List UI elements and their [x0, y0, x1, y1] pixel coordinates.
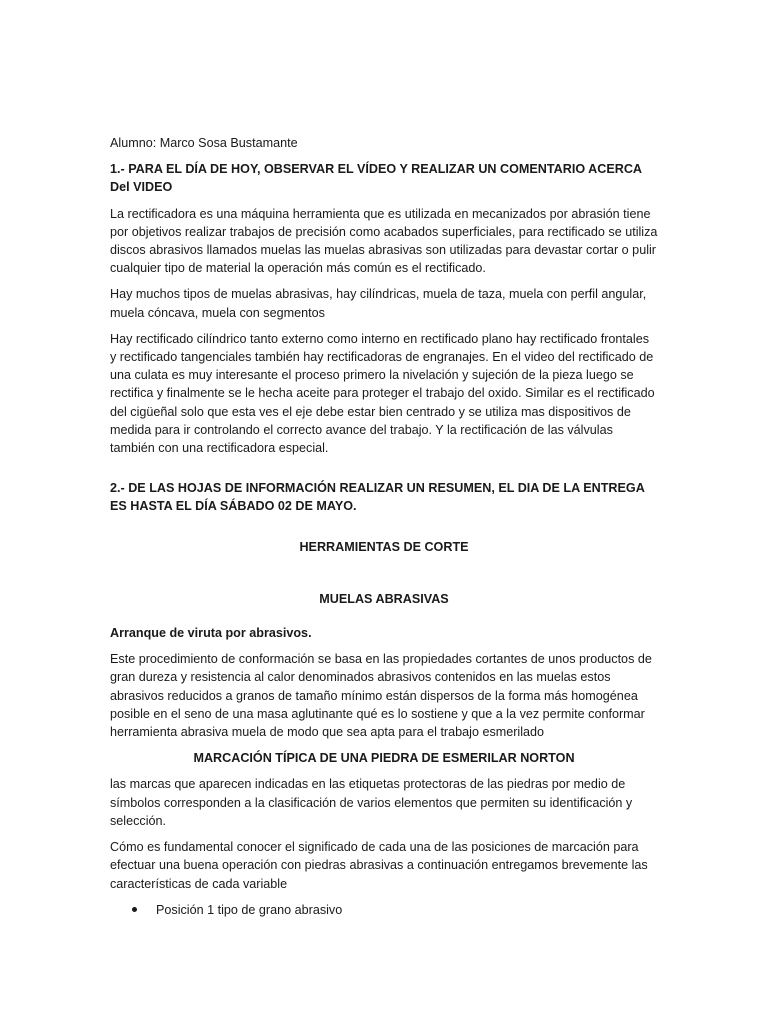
- section1-paragraph-2: Hay muchos tipos de muelas abrasivas, hay cilíndricas, muela de taza, muela con perfil angular, muela cóncava, muela con segmentos: [110, 287, 647, 320]
- paragraph-process: Este procedimiento de conformación se basa en las propiedades cortantes de unos productos de gran dureza y resistencia al calor denominados abrasivos contenidos en las muelas estos abrasivos reducidos a granos de tamaño mínimo están dispersos de la forma más homogénea posible en el seno de una masa aglutinante qué es lo sostiene y que a la vez permite conformar herramienta abrasiva muela de modo que sea apta para el trabajo esmerilado: [110, 652, 652, 740]
- bullet-list: [110, 901, 658, 919]
- section1-heading: 1.- PARA EL DÍA DE HOY, OBSERVAR EL VÍDEO Y REALIZAR UN COMENTARIO ACERCA Del VIDEO: [110, 162, 642, 195]
- list-item: [132, 901, 658, 919]
- author-line: Alumno: Marco Sosa Bustamante: [110, 136, 298, 150]
- title-marking: MARCACIÓN TÍPICA DE UNA PIEDRA DE ESMERILAR NORTON: [193, 751, 575, 766]
- section2-heading: 2.- DE LAS HOJAS DE INFORMACIÓN REALIZAR UN RESUMEN, EL DIA DE LA ENTREGA ES HASTA EL DÍA SÁBADO 02 DE MAYO.: [110, 481, 645, 514]
- section1-paragraph-3: Hay rectificado cilíndrico tanto externo como interno en rectificado plano hay rectificado frontales y rectificado tangenciales también hay rectificadoras de engranajes. En el video del rectificado de una culata es muy interesante el proceso primero la nivelación y sujeción de la pieza luego se rectifica y finalmente se le hecha aceite para proteger el trabajo del oxido. Similar es el rectificado del cigüeñal solo que esta ves el eje debe estar bien centrado y se utiliza mas dispositivos de medida para ir controlando el correcto avance del trabajo. Y la rectificación de las válvulas también con una rectificadora especial.: [110, 331, 655, 456]
- subheading-chip-removal: Arranque de viruta por abrasivos.: [110, 626, 312, 641]
- title-wheels: MUELAS ABRASIVAS: [319, 591, 449, 606]
- bullet-dot-icon: [132, 907, 137, 912]
- paragraph-fundamental: Cómo es fundamental conocer el significado de cada una de las posiciones de marcación para efectuar una buena operación con piedras abrasivas a continuación entregamos brevemente las características de cada variable: [110, 840, 648, 891]
- section1-paragraph-1: La rectificadora es una máquina herramienta que es utilizada en mecanizados por abrasión tiene por objetivos realizar trabajos de precisión como acabados superficiales, para rectificado se utiliza discos abrasivos llamados muelas las muelas abrasivas son utilizadas para devastar cortar o pulir cualquier tipo de material la operación más común es el rectificado.: [110, 206, 658, 276]
- list-item-text: Posición 1 tipo de grano abrasivo: [156, 902, 343, 917]
- title-tools: HERRAMIENTAS DE CORTE: [299, 539, 469, 554]
- paragraph-marks: las marcas que aparecen indicadas en las etiquetas protectoras de las piedras por medio de símbolos corresponden a la clasificación de varios elementos que permiten su identificación y selección.: [110, 777, 633, 828]
- document-page: [110, 134, 658, 919]
